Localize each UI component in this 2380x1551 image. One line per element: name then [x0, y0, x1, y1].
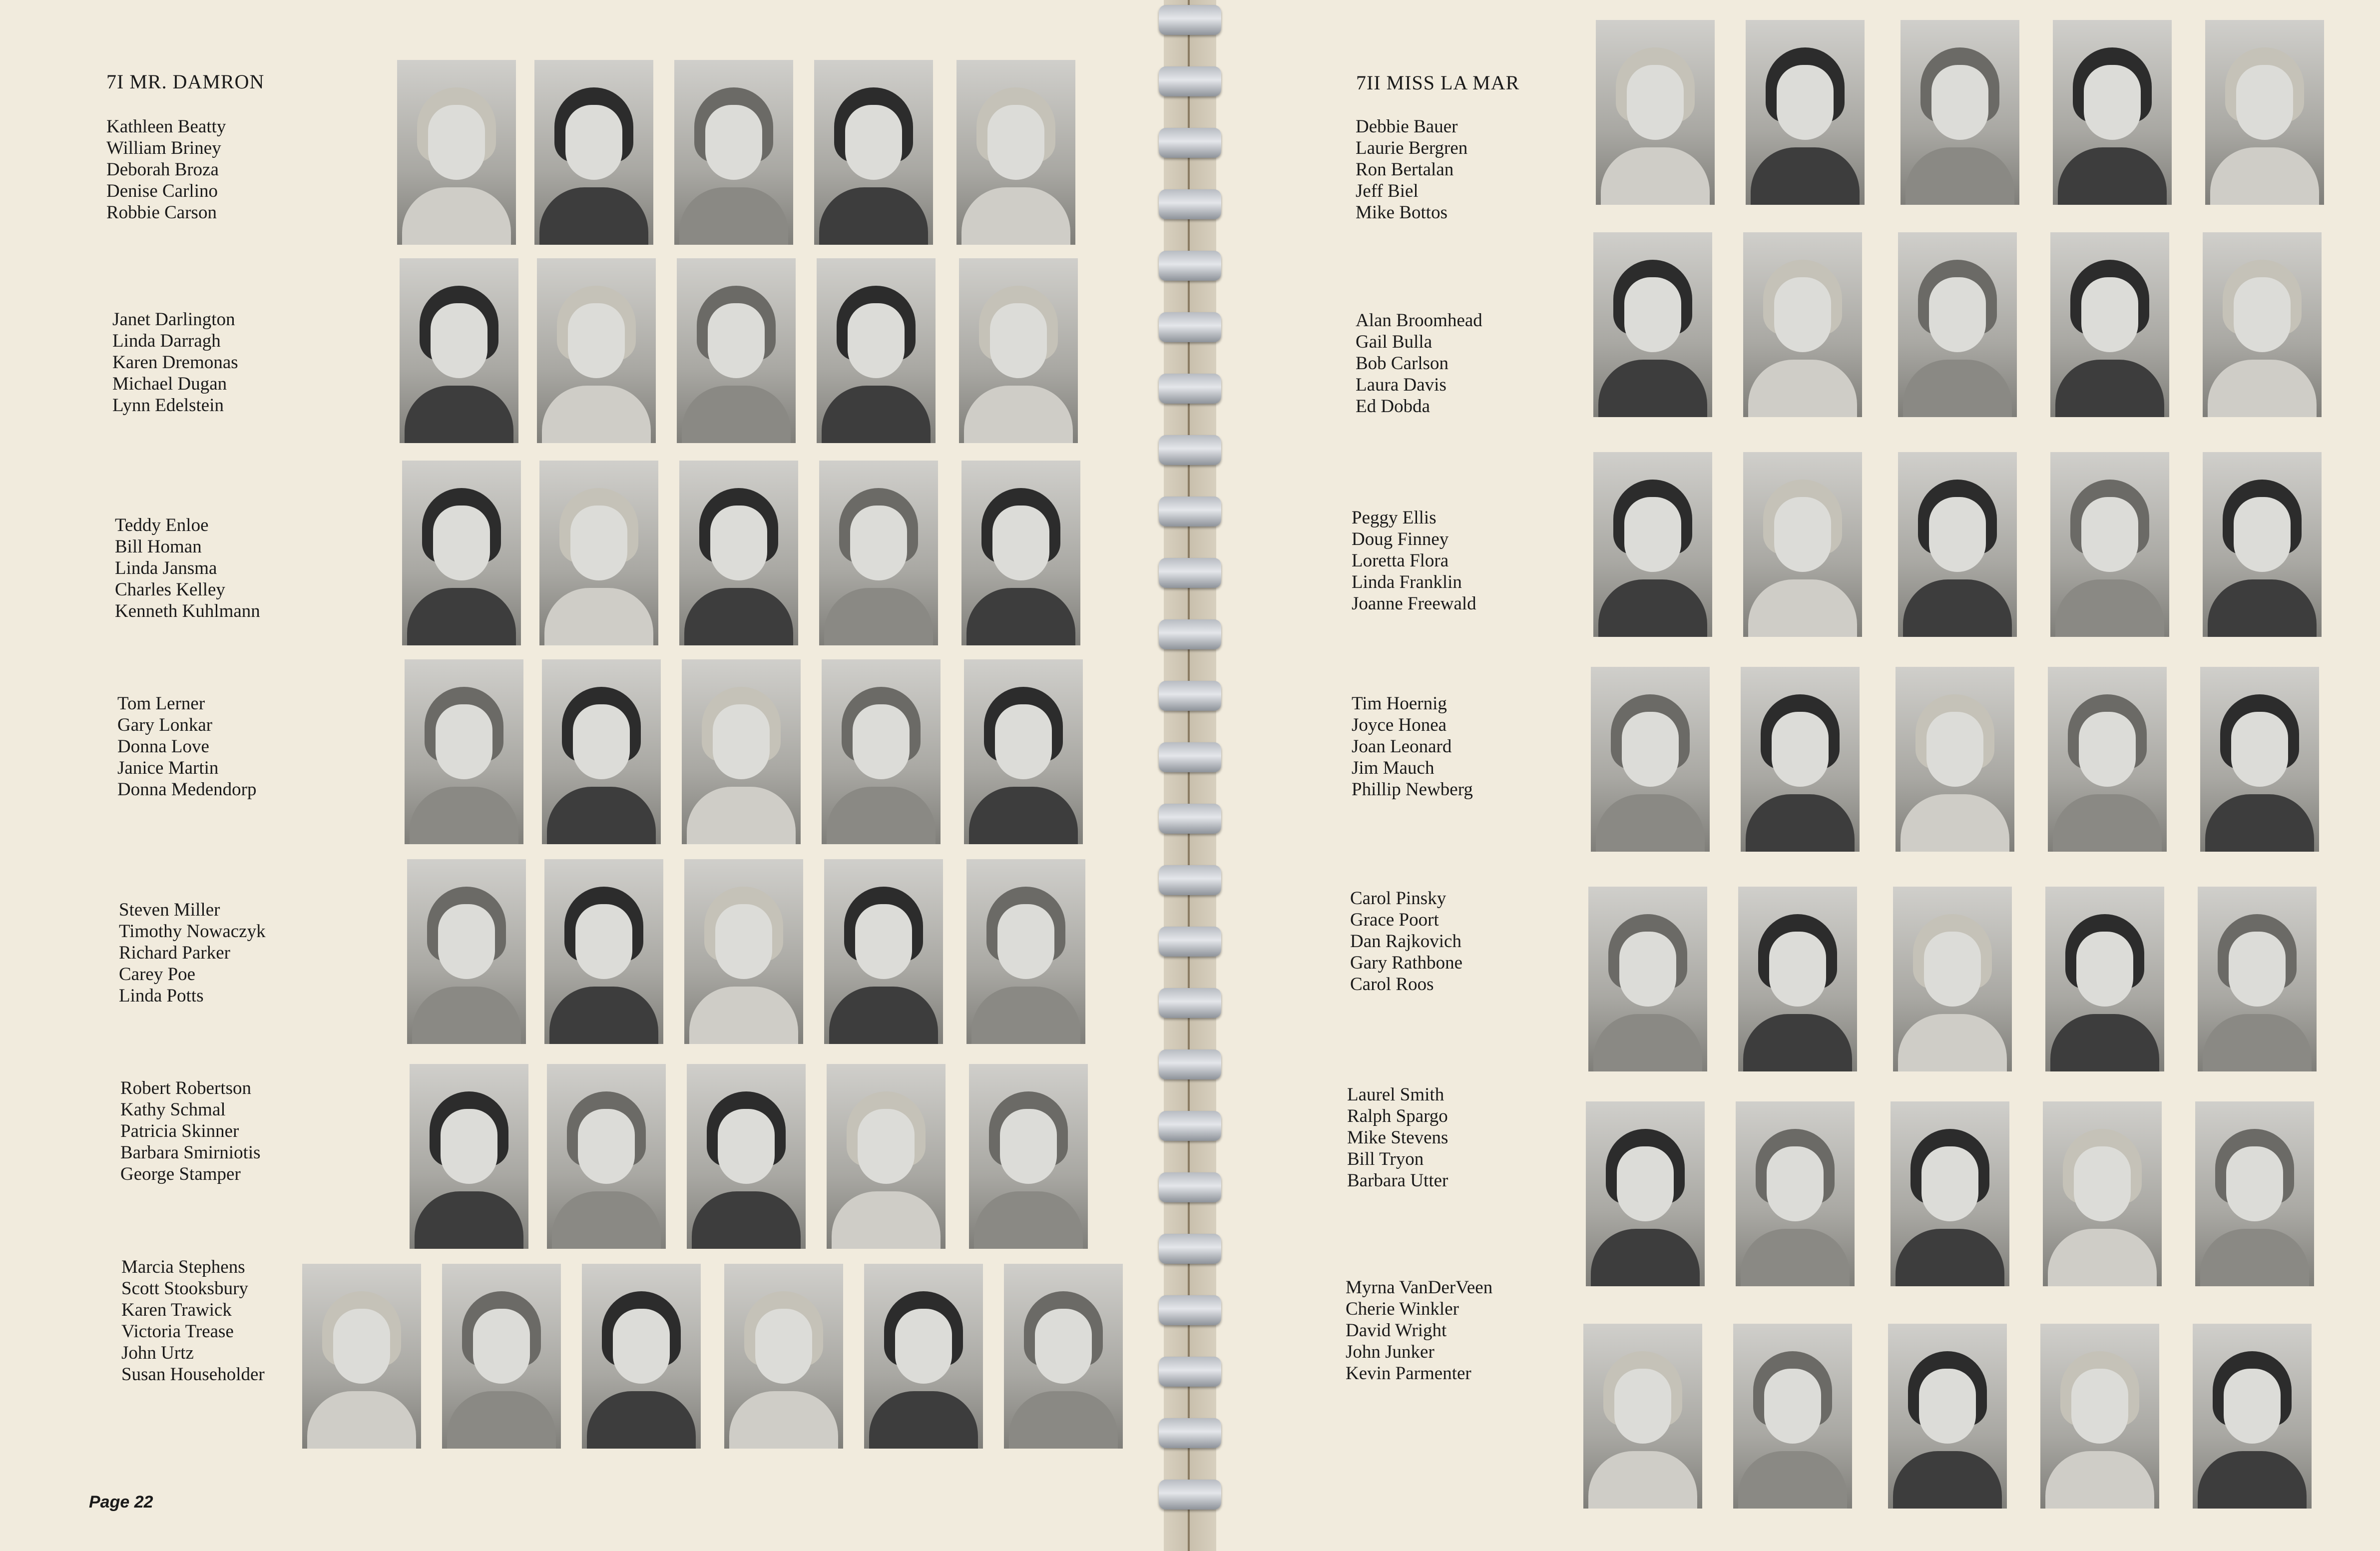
- binding-coil: [1159, 435, 1221, 465]
- student-portrait-doug-finney: [1743, 452, 1862, 637]
- student-name: Deborah Broza: [106, 159, 219, 180]
- student-portrait-ron-bertalan: [1901, 20, 2019, 205]
- student-portrait-timothy-nowaczyk: [544, 859, 663, 1044]
- student-name: Peggy Ellis: [1352, 508, 1436, 528]
- student-portrait-karen-dremonas: [677, 258, 796, 443]
- student-portrait-laurie-bergren: [1746, 20, 1865, 205]
- student-portrait-gary-rathbone: [2045, 887, 2164, 1071]
- student-name: Lynn Edelstein: [112, 395, 224, 416]
- left-name-group-2: [112, 309, 238, 416]
- right-name-group-1: [1356, 116, 1467, 223]
- student-name: Laurel Smith: [1347, 1084, 1444, 1105]
- student-portrait-bill-homan: [539, 461, 658, 645]
- student-name: Bob Carlson: [1356, 353, 1449, 374]
- student-portrait-mike-stevens: [1891, 1101, 2009, 1286]
- binding-coil: [1159, 1480, 1221, 1510]
- student-portrait-linda-potts: [966, 859, 1085, 1044]
- student-name: Janet Darlington: [112, 309, 235, 330]
- student-name: Carol Roos: [1350, 974, 1434, 995]
- right-homeroom-heading: 7II MISS LA MAR: [1356, 71, 1520, 94]
- binding-coil: [1159, 1357, 1221, 1387]
- student-name: Joan Leonard: [1352, 736, 1452, 757]
- student-portrait-david-wright: [1888, 1324, 2007, 1509]
- student-name: Mike Bottos: [1356, 202, 1447, 223]
- student-portrait-carol-pinsky: [1588, 887, 1707, 1071]
- student-portrait-george-stamper: [969, 1064, 1088, 1249]
- student-portrait-tom-lerner: [405, 659, 523, 844]
- student-portrait-linda-jansma: [679, 461, 798, 645]
- student-name: Barbara Smirniotis: [120, 1142, 261, 1163]
- student-name: Kenneth Kuhlmann: [115, 601, 260, 621]
- student-portrait-loretta-flora: [1898, 452, 2017, 637]
- student-name: Gary Rathbone: [1350, 953, 1463, 973]
- student-portrait-lynn-edelstein: [959, 258, 1078, 443]
- student-portrait-myrna-vanderveen: [1583, 1324, 1702, 1509]
- right-name-group-3: [1352, 507, 1476, 614]
- student-name: Joyce Honea: [1352, 715, 1447, 735]
- student-name: Janice Martin: [117, 758, 219, 778]
- student-name: Loretta Flora: [1352, 550, 1449, 571]
- student-portrait-william-briney: [534, 60, 653, 245]
- student-name: Timothy Nowaczyk: [119, 921, 266, 942]
- student-name: Linda Potts: [119, 986, 204, 1006]
- student-portrait-joanne-freewald: [2203, 452, 2322, 637]
- student-name: Bill Tryon: [1347, 1149, 1424, 1169]
- student-portrait-ralph-spargo: [1736, 1101, 1855, 1286]
- student-portrait-deborah-broza: [674, 60, 793, 245]
- page-number: Page 22: [89, 1493, 153, 1512]
- student-name: Denise Carlino: [106, 181, 218, 201]
- student-name: Laura Davis: [1356, 375, 1446, 395]
- student-portrait-mike-bottos: [2205, 20, 2324, 205]
- right-name-group-5: [1350, 888, 1462, 995]
- student-name: Myrna VanDerVeen: [1346, 1277, 1493, 1298]
- student-name: Ed Dobda: [1356, 396, 1430, 417]
- binding-coil: [1159, 988, 1221, 1018]
- left-name-group-4: [117, 693, 256, 800]
- student-name: Linda Darragh: [112, 331, 221, 351]
- right-name-group-6: [1347, 1084, 1448, 1191]
- student-portrait-denise-carlino: [814, 60, 933, 245]
- student-portrait-grace-poort: [1738, 887, 1857, 1071]
- student-portrait-alan-broomhead: [1593, 232, 1712, 417]
- student-portrait-victoria-trease: [724, 1264, 843, 1449]
- student-name: Steven Miller: [119, 900, 220, 920]
- binding-coil: [1159, 66, 1221, 96]
- student-portrait-cherie-winkler: [1733, 1324, 1852, 1509]
- student-name: Robbie Carson: [106, 202, 217, 223]
- student-name: William Briney: [106, 138, 221, 158]
- student-name: Laurie Bergren: [1356, 138, 1468, 158]
- student-name: Ralph Spargo: [1347, 1106, 1448, 1126]
- student-name: Tim Hoernig: [1352, 693, 1447, 714]
- student-name: Richard Parker: [119, 943, 230, 963]
- student-portrait-peggy-ellis: [1593, 452, 1712, 637]
- student-name: Tom Lerner: [117, 693, 205, 714]
- student-portrait-gail-bulla: [1743, 232, 1862, 417]
- student-portrait-john-junker: [2040, 1324, 2159, 1509]
- left-name-group-6: [120, 1077, 261, 1185]
- student-name: Linda Jansma: [115, 558, 217, 578]
- binding-coil: [1159, 619, 1221, 649]
- student-portrait-jeff-biel: [2053, 20, 2172, 205]
- student-portrait-carey-poe: [824, 859, 943, 1044]
- student-portrait-bob-carlson: [1898, 232, 2017, 417]
- student-name: Donna Medendorp: [117, 779, 257, 800]
- student-name: Karen Trawick: [121, 1300, 232, 1320]
- student-portrait-kevin-parmenter: [2193, 1324, 2312, 1509]
- student-name: Linda Franklin: [1352, 572, 1462, 592]
- student-name: Donna Love: [117, 736, 209, 757]
- student-portrait-carol-roos: [2198, 887, 2317, 1071]
- student-name: John Junker: [1346, 1342, 1434, 1362]
- student-portrait-robbie-carson: [956, 60, 1075, 245]
- student-portrait-debbie-bauer: [1596, 20, 1715, 205]
- student-name: Grace Poort: [1350, 910, 1439, 930]
- binding-coil: [1159, 681, 1221, 711]
- student-portrait-jim-mauch: [2048, 667, 2167, 852]
- student-name: Susan Householder: [121, 1364, 265, 1385]
- student-name: Michael Dugan: [112, 374, 227, 394]
- left-name-group-7: [121, 1256, 265, 1385]
- student-name: Debbie Bauer: [1356, 116, 1458, 137]
- student-portrait-scott-stooksbury: [442, 1264, 561, 1449]
- student-portrait-linda-franklin: [2050, 452, 2169, 637]
- student-name: Kevin Parmenter: [1346, 1363, 1471, 1384]
- student-name: David Wright: [1346, 1320, 1447, 1341]
- binding-coil: [1159, 865, 1221, 895]
- student-name: Bill Homan: [115, 536, 202, 557]
- student-portrait-joan-leonard: [1896, 667, 2014, 852]
- student-name: Carol Pinsky: [1350, 888, 1446, 909]
- student-name: Teddy Enloe: [115, 515, 209, 535]
- binding-coil: [1159, 1234, 1221, 1264]
- student-portrait-dan-rajkovich: [1893, 887, 2012, 1071]
- student-portrait-janet-darlington: [400, 258, 518, 443]
- binding-coil: [1159, 374, 1221, 404]
- student-name: Patricia Skinner: [120, 1121, 239, 1141]
- binding-coil: [1159, 497, 1221, 526]
- right-name-group-4: [1352, 693, 1473, 800]
- student-portrait-kenneth-kuhlmann: [961, 461, 1080, 645]
- binding-coil: [1159, 558, 1221, 588]
- student-name: George Stamper: [120, 1164, 241, 1184]
- student-name: Victoria Trease: [121, 1321, 234, 1342]
- student-name: Kathy Schmal: [120, 1099, 226, 1120]
- student-portrait-barbara-smirniotis: [827, 1064, 946, 1249]
- student-portrait-robert-robertson: [410, 1064, 528, 1249]
- left-homeroom-heading: 7I MR. DAMRON: [106, 70, 265, 93]
- student-portrait-karen-trawick: [582, 1264, 701, 1449]
- student-name: Jeff Biel: [1356, 181, 1419, 201]
- student-name: Joanne Freewald: [1352, 593, 1476, 614]
- student-name: John Urtz: [121, 1343, 194, 1363]
- student-name: Ron Bertalan: [1356, 159, 1454, 180]
- binding-coil: [1159, 1049, 1221, 1079]
- student-portrait-john-urtz: [864, 1264, 983, 1449]
- binding-coil: [1159, 804, 1221, 834]
- student-name: Kathleen Beatty: [106, 116, 226, 137]
- student-portrait-ed-dobda: [2203, 232, 2322, 417]
- student-name: Jim Mauch: [1352, 758, 1434, 778]
- student-name: Phillip Newberg: [1352, 779, 1473, 800]
- student-portrait-teddy-enloe: [402, 461, 521, 645]
- student-portrait-kathleen-beatty: [397, 60, 516, 245]
- student-portrait-linda-darragh: [537, 258, 656, 443]
- student-portrait-donna-love: [682, 659, 801, 844]
- student-portrait-laura-davis: [2050, 232, 2169, 417]
- student-name: Carey Poe: [119, 964, 196, 985]
- student-portrait-kathy-schmal: [547, 1064, 666, 1249]
- student-portrait-janice-martin: [822, 659, 941, 844]
- student-portrait-steven-miller: [407, 859, 526, 1044]
- left-name-group-5: [119, 899, 266, 1007]
- student-portrait-donna-medendorp: [964, 659, 1083, 844]
- student-portrait-richard-parker: [684, 859, 803, 1044]
- binding-coil: [1159, 1172, 1221, 1202]
- student-name: Marcia Stephens: [121, 1257, 245, 1277]
- student-name: Doug Finney: [1352, 529, 1449, 549]
- binding-coil: [1159, 251, 1221, 281]
- binding-coil: [1159, 1111, 1221, 1141]
- student-name: Barbara Utter: [1347, 1170, 1448, 1191]
- student-name: Mike Stevens: [1347, 1127, 1448, 1148]
- right-name-group-2: [1356, 310, 1482, 417]
- binding-coil: [1159, 742, 1221, 772]
- student-portrait-marcia-stephens: [302, 1264, 421, 1449]
- student-name: Charles Kelley: [115, 579, 225, 600]
- student-name: Robert Robertson: [120, 1078, 252, 1098]
- student-name: Gail Bulla: [1356, 332, 1432, 352]
- student-portrait-charles-kelley: [819, 461, 938, 645]
- student-name: Cherie Winkler: [1346, 1299, 1459, 1319]
- binding-coil: [1159, 927, 1221, 957]
- student-portrait-susan-householder: [1004, 1264, 1123, 1449]
- binding-coil: [1159, 312, 1221, 342]
- student-portrait-michael-dugan: [817, 258, 936, 443]
- binding-coil: [1159, 189, 1221, 219]
- student-portrait-tim-hoernig: [1591, 667, 1710, 852]
- right-name-group-7: [1346, 1277, 1492, 1384]
- binding-coil: [1159, 1295, 1221, 1325]
- student-portrait-patricia-skinner: [687, 1064, 806, 1249]
- left-name-group-3: [115, 515, 260, 622]
- left-name-group-1: [106, 116, 226, 223]
- binding-coil: [1159, 1418, 1221, 1448]
- student-name: Karen Dremonas: [112, 352, 238, 373]
- binding-coil: [1159, 5, 1221, 35]
- student-portrait-phillip-newberg: [2200, 667, 2319, 852]
- student-name: Gary Lonkar: [117, 715, 213, 735]
- student-portrait-laurel-smith: [1586, 1101, 1705, 1286]
- student-portrait-gary-lonkar: [542, 659, 661, 844]
- student-portrait-joyce-honea: [1741, 667, 1860, 852]
- student-portrait-barbara-utter: [2195, 1101, 2314, 1286]
- binding-coil: [1159, 128, 1221, 158]
- student-portrait-bill-tryon: [2043, 1101, 2162, 1286]
- student-name: Dan Rajkovich: [1350, 931, 1461, 952]
- student-name: Scott Stooksbury: [121, 1278, 248, 1299]
- student-name: Alan Broomhead: [1356, 310, 1482, 331]
